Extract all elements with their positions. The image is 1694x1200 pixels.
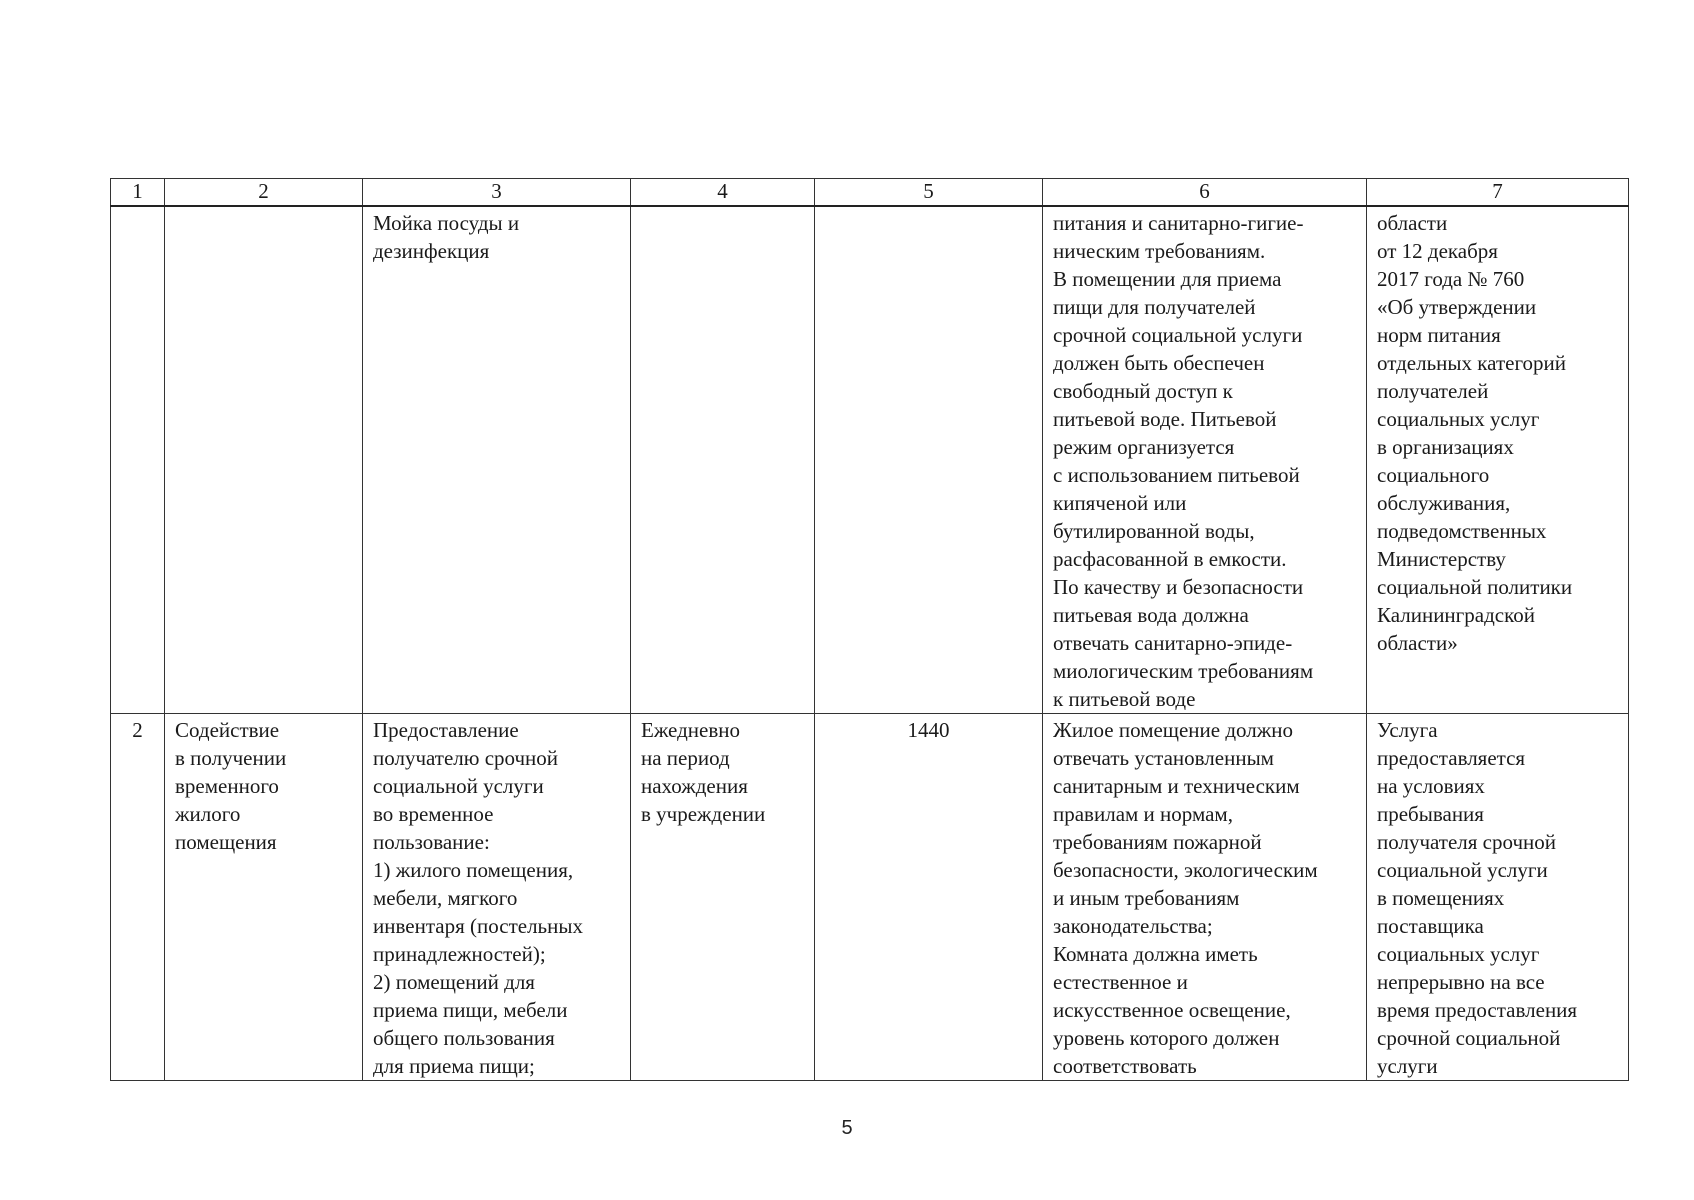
column-number-2: 2 bbox=[165, 179, 363, 207]
conditions-cell: области от 12 декабря 2017 года № 760 «Об утверждении норм питания отдельных категорий получателей социальных услуг в организациях социального обслуживания, подведомственных Министерству социальной политики Калининградской области» bbox=[1367, 206, 1629, 714]
row-number-cell: 2 bbox=[111, 714, 165, 1081]
service-schedule-cell bbox=[631, 206, 815, 714]
service-time-cell: 1440 bbox=[815, 714, 1043, 1081]
page-number: 5 bbox=[841, 1117, 853, 1139]
quality-requirements-cell: Жилое помещение должно отвечать установленным санитарным и техническим правилам и нормам, требованиям пожарной безопасности, экологическим и иным требованиям законодательства; Комната должна иметь естественное и искусственное освещение, уровень которого должен соответствовать bbox=[1043, 714, 1367, 1081]
conditions-cell: Услуга предоставляется на условиях пребывания получателя срочной социальной услуги в помещениях поставщика социальных услуг непрерывно на все время предоставления срочной социальной услуги bbox=[1367, 714, 1629, 1081]
column-number-4: 4 bbox=[631, 179, 815, 207]
column-number-row bbox=[111, 179, 1629, 207]
service-time-cell bbox=[815, 206, 1043, 714]
column-number-1: 1 bbox=[111, 179, 165, 207]
column-number-5: 5 bbox=[815, 179, 1043, 207]
service-standards-table bbox=[110, 178, 1629, 1081]
service-name-cell: Содействие в получении временного жилого помещения bbox=[165, 714, 363, 1081]
quality-requirements-cell: питания и санитарно-гигие- ническим требованиям. В помещении для приема пищи для получателей срочной социальной услуги должен быть обеспечен свободный доступ к питьевой воде. Питьевой режим организуется с использованием питьевой кипяченой или бутилированной воды, расфасованной в емкости. По качеству и безопасности питьевая вода должна отвечать санитарно-эпиде- миологическим требованиям к питьевой воде bbox=[1043, 206, 1367, 714]
column-number-3: 3 bbox=[363, 179, 631, 207]
table-row bbox=[111, 714, 1629, 1081]
service-name-cell bbox=[165, 206, 363, 714]
service-description-cell: Предоставление получателю срочной социальной услуги во временное пользование: 1) жилого помещения, мебели, мягкого инвентаря (постельных принадлежностей); 2) помещений для приема пищи, мебели общего пользования для приема пищи; bbox=[363, 714, 631, 1081]
column-number-7: 7 bbox=[1367, 179, 1629, 207]
service-description-cell: Мойка посуды и дезинфекция bbox=[363, 206, 631, 714]
table-row bbox=[111, 206, 1629, 714]
service-schedule-cell: Ежедневно на период нахождения в учреждении bbox=[631, 714, 815, 1081]
row-number-cell bbox=[111, 206, 165, 714]
column-number-6: 6 bbox=[1043, 179, 1367, 207]
